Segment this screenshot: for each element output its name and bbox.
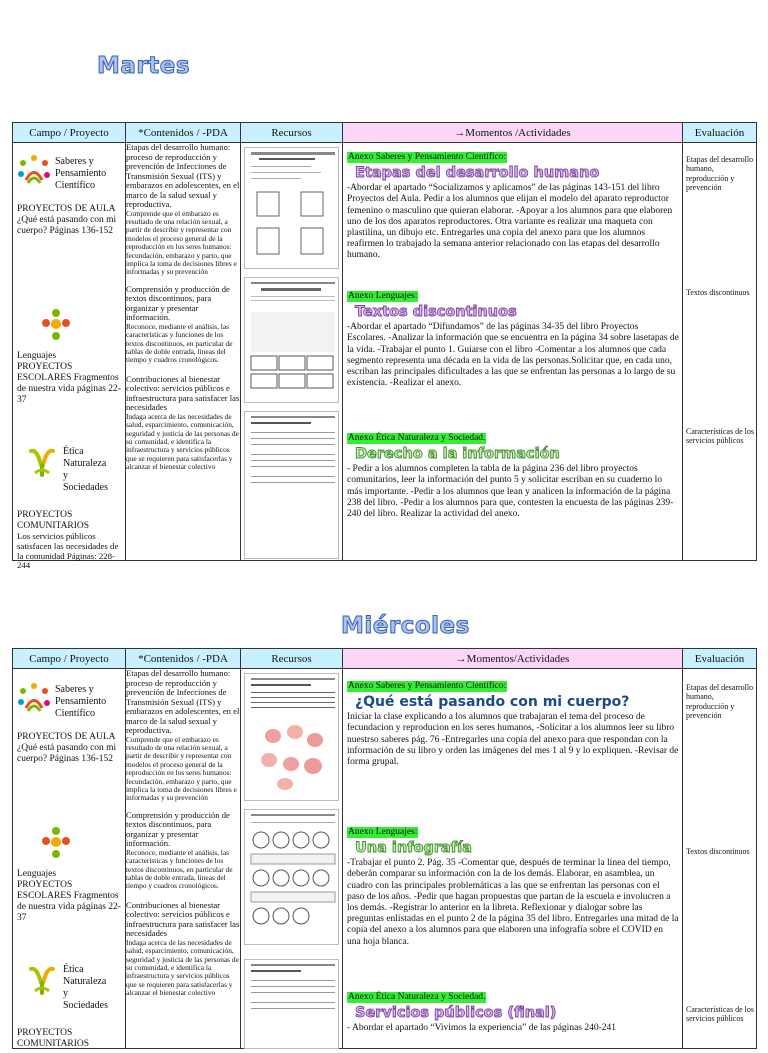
evaluacion-item: Textos discontinuos — [686, 847, 750, 856]
campo-project: PROYECTOS DE AULA ¿Qué está pasando con mi cuerpo? Páginas 136-152 — [17, 732, 117, 764]
lenguajes-logo-icon — [39, 826, 73, 860]
activity-title: Derecho a la información — [355, 446, 560, 463]
anexo-label: Anexo Ética Naturaleza y Sociedad. — [348, 433, 486, 443]
activity-title: Servicios públicos (final) — [355, 1005, 557, 1022]
contenido-pda: Reconoce, mediante el análisis, las características y funciones de los textos discontinuos, en particular de tablas de doble entrada, líneas del tiempo y cuadros cronológicos. — [126, 321, 233, 365]
campo-lenguajes — [17, 308, 123, 406]
evaluacion-item: Características de los servicios públicos — [686, 427, 754, 446]
campo-name: Ética Naturaleza y Sociedades — [63, 964, 108, 1011]
contenido-main: Comprensión y producción de textos discontinuos, para organizar y presentar información. — [126, 283, 230, 323]
header-evaluacion: Evaluación — [683, 123, 757, 143]
activity-lenguajes — [347, 291, 679, 389]
contenido-pda: Reconoce, mediante el análisis, las características y funciones de los textos discontinuos, en particular de tablas de doble entrada, líneas del tiempo y cuadros cronológicos. — [126, 847, 233, 891]
campo-project: PROYECTOS ESCOLARES Fragmentos de nuestra vida páginas 22-37 — [17, 362, 121, 405]
worksheet-thumbnail-icon — [244, 809, 339, 945]
activity-etica — [347, 433, 679, 520]
contenido-pda: Comprende que el embarazo es resultado de una relación sexual, a partir de describir y representar con modelos el proceso general de la reproducción en los seres humanos: fecundación, embarazo y parto, que implica la toma de decisiones libres e informadas y su prevención — [126, 208, 237, 277]
header-momentos: →Momentos /Actividades — [343, 123, 683, 143]
contenido-pda: Indaga acerca de las necesidades de salud, esparcimiento, comunicación, seguridad y justicia de las personas de su comunidad, e identifica la infraestructura y servicios públicos que se requieren para satisfacerlas y alcanzar el bienestar colectivo — [126, 411, 239, 472]
lesson-table-martes — [12, 122, 757, 571]
header-contenidos: *Contenidos / -PDA — [126, 123, 241, 143]
activity-text: -Trabajar el punto 2. Pág. 35 -Comentar que, después de terminar la línea del tiempo, deberán comparar su información con la de los demás. Elaborar, en asamblea, un cuadro con las principales problemáticas a las que se enfrentan las personas con el paso de los años. -Pedir que hagan propuestas que partan de la escuela e involucren a los demás. -Registrar lo anterior en la libreta. Reflexionar y dialogar sobre las preguntas enlistadas en el punto 2 de la página 35 del libro. Entregarles una mitad de la copia del anexo a los alumnos para que elaboren una infografía sobre el COVID en una hoja blanca. — [347, 858, 679, 947]
header-contenidos: *Contenidos / -PDA — [126, 649, 241, 669]
worksheet-thumbnail-icon — [244, 959, 339, 1049]
campo-name: Ética Naturaleza y Sociedades — [63, 446, 108, 493]
campo-name: Lenguajes — [17, 869, 57, 879]
anexo-label: Anexo Saberes y Pensamiento Científico: — [348, 681, 507, 691]
campo-cell — [13, 669, 126, 1049]
day-title-miercoles: Miércoles — [341, 613, 470, 639]
campo-name: Saberes y Pensamiento Científico — [55, 156, 107, 191]
activity-text: -Abordar el apartado “Socializamos y aplicamos” de las páginas 143-151 del libro Proyectos del Aula. Pedir a los alumnos que elijan el modelo del aparato reproductor femenino o masculino que quieran elaborar. -Apoyar a los alumnos para que elaboren uno de los dos aparatos reproductores. Otra variante es realizar una maqueta con plastilina, un dibujo etc. Entregarles una copia del anexo para que los alumnos reafirmen lo trabajado la semana anterior relacionado con las etapas del desarrollo humano. — [347, 183, 673, 261]
campo-project: PROYECTOS ESCOLARES Fragmentos de nuestra vida páginas 22-37 — [17, 880, 121, 923]
activity-saberes — [347, 681, 679, 768]
activity-saberes — [347, 152, 679, 262]
saberes-logo-icon — [17, 681, 51, 715]
campo-lenguajes — [17, 826, 123, 924]
header-campo: Campo / Proyecto — [13, 649, 126, 669]
worksheet-thumbnail-icon — [244, 673, 339, 801]
contenido-main: Comprensión y producción de textos discontinuos, para organizar y presentar información. — [126, 809, 230, 849]
activity-title: Una infografía — [355, 840, 472, 857]
campo-etica — [17, 961, 123, 1050]
campo-project: PROYECTOS DE AULA ¿Qué está pasando con mi cuerpo? Páginas 136-152 — [17, 204, 117, 236]
etica-logo-icon — [25, 961, 59, 995]
campo-name: Lenguajes — [17, 351, 57, 361]
evaluacion-item: Textos discontinuos — [686, 288, 750, 297]
campo-project: PROYECTOS COMUNITARIOS — [17, 510, 90, 531]
activity-text: - Abordar el apartado “Vivimos la experiencia” de las páginas 240-241 — [347, 1023, 617, 1034]
activity-title: ¿Qué está pasando con mi cuerpo? — [355, 694, 630, 711]
anexo-label: Anexo Lenguajes: — [348, 291, 418, 301]
evaluacion-cell — [683, 669, 757, 1049]
contenidos-cell — [126, 143, 241, 561]
recursos-cell — [241, 143, 343, 561]
campo-name: Saberes y Pensamiento Científico — [55, 684, 107, 719]
momentos-cell — [343, 143, 683, 561]
evaluacion-item: Características de los servicios públicos — [686, 1005, 754, 1024]
contenido-pda: Comprende que el embarazo es resultado de una relación sexual, a partir de describir y representar con modelos el proceso general de la reproducción en los seres humanos: fecundación, embarazo y parto, que implica la toma de decisiones libres e informadas y su prevención — [126, 734, 237, 803]
activity-text: Iniciar la clase explicando a los alumnos que trabajaran el tema del proceso de fecundacion y reproducion en los seres humanos, -Solicitar a los alumnos leer su libro nuestrso saberes pág. 76 -Entregarles una copia del anexo para que respondan con la información de su libro y orden las imágenes del mes 1 al 9 y lo expliquen. -Revisar de forma grupal. — [347, 712, 679, 768]
header-evaluacion: Evaluación — [683, 649, 757, 669]
day-title-martes: Martes — [97, 53, 191, 79]
worksheet-thumbnail-icon — [244, 147, 339, 269]
contenido-main: Etapas del desarrollo humano: proceso de reproducción y prevención de Infecciones de Transmisión Sexual (ITS) y embarazos en adolescentes, en el marco de la salud sexual y reproductiva. — [126, 142, 240, 209]
anexo-label: Anexo Saberes y Pensamiento Científico: — [348, 152, 507, 162]
campo-project-detail: Los servicios públicos satisfacen las necesidades de la comunidad Páginas: 228-244 — [17, 531, 119, 571]
worksheet-thumbnail-icon — [244, 277, 339, 403]
contenidos-cell — [126, 669, 241, 1049]
campo-saberes — [17, 681, 123, 765]
header-recursos: Recursos — [241, 123, 343, 143]
contenido-main: Contribuciones al bienestar colectivo: servicios públicos e infraestructura para satisfacer las necesidades — [126, 899, 240, 939]
campo-project: PROYECTOS COMUNITARIOS — [17, 1028, 90, 1049]
etica-logo-icon — [25, 443, 59, 477]
contenido-pda: Indaga acerca de las necesidades de salud, esparcimiento, comunicación, seguridad y justicia de las personas de su comunidad, e identifica la infraestructura y servicios públicos que se requieren para satisfacerlas y alcanzar el bienestar colectivo — [126, 937, 239, 998]
contenido-main: Contribuciones al bienestar colectivo: servicios públicos e infraestructura para satisfacer las necesidades — [126, 373, 240, 413]
campo-cell — [13, 143, 126, 571]
header-recursos: Recursos — [241, 649, 343, 669]
momentos-cell — [343, 669, 683, 1049]
header-momentos: →Momentos/Actividades — [343, 649, 683, 669]
evaluacion-cell — [683, 143, 757, 561]
anexo-label: Anexo Lenguajes: — [348, 827, 418, 837]
lesson-table-miercoles — [12, 648, 757, 1049]
activity-text: - Pedir a los alumnos completen la tabla de la página 236 del libro proyectos comunitarios, leer la información del punto 5 y solicitar escriban en su cuaderno lo más importante. -Pedir a los alumnos que lean y analicen la información de la página 238 del libro. -Pedir a los alumnos para que, contesten la encuesta de las páginas 239-240 del libro. Realizar la actividad del anexo. — [347, 464, 674, 520]
worksheet-thumbnail-icon — [244, 411, 339, 559]
contenido-main: Etapas del desarrollo humano: proceso de reproducción y prevención de Infecciones de Transmisión Sexual (ITS) y embarazos en adolescentes, en el marco de la salud sexual y reproductiva. — [126, 668, 240, 735]
campo-etica — [17, 443, 123, 571]
anexo-label: Anexo Ética Naturaleza y Sociedad. — [348, 992, 486, 1002]
evaluacion-item: Etapas del desarrollo humano, reproducción y prevención — [686, 155, 754, 193]
evaluacion-item: Etapas del desarrollo humano, reproducción y prevención — [686, 683, 754, 721]
lenguajes-logo-icon — [39, 308, 73, 342]
activity-etica — [347, 992, 679, 1034]
recursos-cell — [241, 669, 343, 1049]
saberes-logo-icon — [17, 153, 51, 187]
activity-title: Textos discontinuos — [355, 304, 517, 321]
activity-text: -Abordar el apartado “Difundamos” de las páginas 34-35 del libro Proyectos Escolares. -Analizar la información que se encuentra en la página 34 sobre lasetapas de la vida. -Trabajar el punto 1. Guiarse con el libro -Comentar a los alumnos que cada segmento representa una década en la vida de las personas.Solicitar que, en cada uno, escriban las principales dificultades a las que se enfrentan las personas a lo largo de su existencia. -Realizar el anexo. — [347, 322, 679, 389]
campo-saberes — [17, 153, 123, 237]
header-campo: Campo / Proyecto — [13, 123, 126, 143]
activity-title: Etapas del desarrollo humano — [355, 165, 600, 182]
activity-lenguajes — [347, 827, 679, 948]
